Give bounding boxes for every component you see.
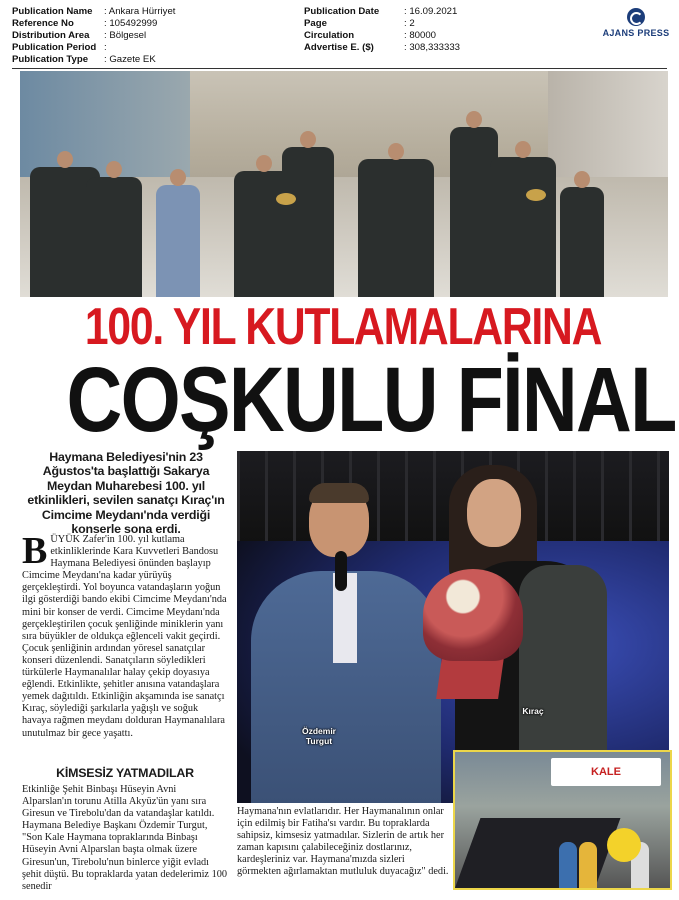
article-body-column-1 (22, 530, 228, 740)
headline-line-1: 100. YIL KUTLAMALARINA (84, 298, 602, 356)
meta-label: Publication Period (12, 41, 97, 53)
meta-label: Publication Type (12, 53, 89, 65)
photo-figure (86, 177, 142, 297)
meta-value: : Bölgesel (104, 29, 147, 41)
meta-label: Page (304, 17, 327, 29)
photo-figure (156, 185, 200, 297)
meta-value: : 105492999 (104, 17, 158, 29)
meta-label: Circulation (304, 29, 355, 41)
meta-right-column (304, 6, 460, 54)
meta-value: : 2 (404, 17, 415, 29)
meta-row (304, 42, 460, 54)
photo-figure (560, 187, 604, 297)
meta-label: Publication Date (304, 6, 380, 17)
microphone-icon (335, 551, 347, 591)
photo-caption-right: Kıraç (522, 706, 544, 716)
trumpet-shape (526, 189, 546, 201)
drop-cap: B (22, 530, 48, 572)
article-body-column-3: Haymana'nın evlatlarıdır. Her Haymanalının onlar için edilmiş bir Fatiha'sı vardır. Bu topraklarda sahipsiz, kimsesiz yatmadılar. Sizlerin de artık her zaman kapısını çalabileceğiniz dostlarınız, kardeşleriniz var. Haymana'mızda sizleri görmekten ağırlamaktan mutluluk duyacağız" dedi. (237, 806, 449, 878)
meta-row (12, 30, 175, 42)
meta-label: Distribution Area (12, 29, 90, 41)
photo-figure (490, 157, 556, 297)
photo-building-left (20, 71, 190, 181)
photo-figure (282, 147, 334, 297)
meta-label: Publication Name (12, 6, 93, 17)
headline-line-2: COŞKULU FİNAL (66, 349, 676, 451)
meta-label: Advertise E. ($) (304, 41, 374, 53)
meta-row (12, 54, 175, 66)
military-band-photo (20, 71, 668, 297)
article-text: ÜYÜK Zafer'in 100. yıl kutlama etkinliklerinde Kara Kuvvetleri Bandosu Haymana Belediyesi önünden başlayıp Cimcime Meydanı'na kadar yürüyüş gerçekleştirdi. Yol boyunca vatandaşların yoğun ilgi gösterdiği bando ekibi Cimcime Meydanı'nda mini bir konser de verdi. Cimcime Meydanı'nda gerçekleştirilen çocuk şenliğinde miniklerin yanı sıra büyükler de oldukça eğlenceli vakit geçirdi. Çocuk şenliğinin ardından yöresel sanatçılar konseri düzenlendi. Sanatçıların söyledikleri türkülerle Haymanalılar halay çekip doyasıya eğlendi. Etkinlikte, şehitler anısına vatandaşlara yemek dağıtıldı. Etkinliğin akşamında ise sanatçı Kıraç, söylediği şarkılarla yağışlı ve soğuk havaya rağmen meydanı dolduran Haymanalılara unutulmaz bir gece yaşattı. (22, 534, 227, 739)
photo-figure (559, 842, 577, 888)
logo-text: AJANS PRESS (602, 28, 670, 38)
kale-banner: KALE (551, 758, 661, 786)
meta-row (12, 6, 175, 18)
photo-figure (579, 842, 597, 888)
meta-value: : Gazete EK (104, 53, 156, 65)
publication-meta (12, 6, 572, 66)
meta-row (304, 30, 460, 42)
meta-value: : 16.09.2021 (404, 6, 458, 17)
meta-row (304, 18, 460, 30)
ajans-press-logo (598, 8, 674, 38)
flower-bouquet (423, 569, 523, 661)
balloon (607, 828, 641, 862)
meta-value: : Ankara Hürriyet (104, 6, 176, 17)
globe-logo-icon (627, 8, 645, 26)
header-divider (12, 68, 667, 69)
meta-row (304, 6, 460, 18)
hair (309, 483, 369, 503)
photo-caption-left: Özdemir Turgut (301, 726, 336, 746)
meta-value: : (104, 41, 107, 53)
meta-value: : 308,333333 (404, 41, 461, 53)
meta-label: Reference No (12, 17, 74, 29)
section-subhead: KİMSESİZ YATMADILAR (56, 766, 194, 780)
children-festival-photo (453, 750, 672, 890)
meta-row (12, 42, 175, 54)
meta-left-column (12, 6, 175, 66)
trumpet-shape (276, 193, 296, 205)
meta-value: : 80000 (404, 29, 437, 41)
head (467, 479, 521, 547)
photo-person-mayor (251, 485, 441, 803)
article-body-column-2: Etkinliğe Şehit Binbaşı Hüseyin Avni Alparslan'ın torunu Atilla Akyüz'ün yanı sıra Giresun ve Tirebolu'dan da vatandaşlar katıldı. Haymana Belediye Başkanı Özdemir Turgut, "Son Kale Haymana topraklarında Binbaşı Hüseyin Avni Alparslan başta olmak üzere Giresun'un, Tirebolu'nun binlerce yiğit evladı şehit düştü. Bu topraklarda yatan dedelerimiz 100 senedir (22, 784, 228, 892)
photo-figure (358, 159, 434, 297)
lead-paragraph: Haymana Belediyesi'nin 23 Ağustos'ta başlattığı Sakarya Meydan Muharebesi 100. yıl etkinlikleri, sevilen sanatçı Kıraç'ın Cimcime Meydanı'nda verdiği konserle sona erdi. (27, 450, 225, 537)
meta-row (12, 18, 175, 30)
